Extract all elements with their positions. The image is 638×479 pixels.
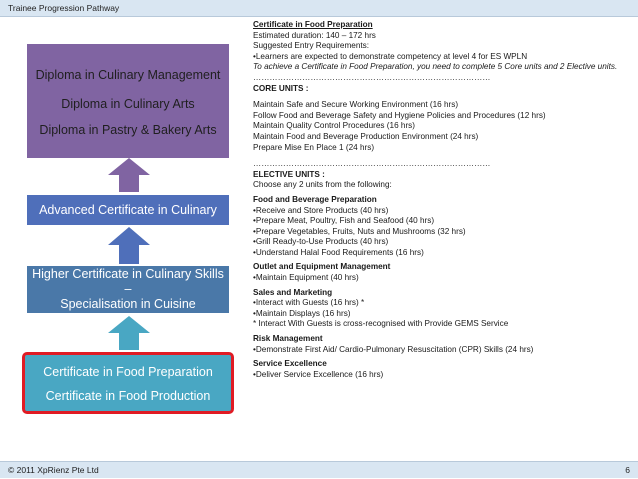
core-unit-item: Maintain Quality Control Procedures (16 hrs): [253, 121, 415, 131]
elective-intro: Choose any 2 units from the following:: [253, 180, 392, 190]
elective-item: •Prepare Vegetables, Fruits, Nuts and Mushrooms (32 hrs): [253, 226, 466, 236]
elective-item: •Receive and Store Products (40 hrs): [253, 205, 389, 215]
diploma-culinary-arts: Diploma in Culinary Arts: [61, 97, 195, 111]
advanced-certificate-label: Advanced Certificate in Culinary: [39, 203, 217, 217]
page-header-title: Trainee Progression Pathway: [8, 3, 120, 13]
elective-group-heading: Risk Management: [253, 334, 323, 344]
up-arrow-icon: [108, 227, 150, 264]
core-unit-item: Maintain Safe and Secure Working Environment (16 hrs): [253, 100, 459, 110]
entry-requirement-item: •Learners are expected to demonstrate competency at level 4 for ES WPLN: [253, 51, 528, 61]
footer-bar: [0, 461, 638, 478]
core-units-heading: CORE UNITS :: [253, 83, 309, 93]
diploma-pastry-bakery: Diploma in Pastry & Bakery Arts: [39, 123, 217, 137]
copyright-text: © 2011 XpRienz Pte Ltd: [8, 465, 99, 475]
separator-line: ……………………………………………………………………………: [253, 72, 491, 82]
elective-group-heading: Service Excellence: [253, 359, 327, 369]
core-unit-item: Prepare Mise En Place 1 (24 hrs): [253, 142, 375, 152]
diploma-culinary-management: Diploma in Culinary Management: [35, 68, 221, 82]
certificate-food-production: Certificate in Food Production: [45, 389, 211, 403]
elective-item: •Maintain Displays (16 hrs): [253, 308, 351, 318]
details-title: Certificate in Food Preparation: [253, 20, 373, 29]
certificate-box-highlighted: [22, 352, 234, 414]
elective-footnote: * Interact With Guests is cross-recognised with Provide GEMS Service: [253, 319, 509, 329]
up-arrow-icon: [108, 158, 150, 192]
elective-group-heading: Food and Beverage Preparation: [253, 194, 377, 204]
achievement-note: To achieve a Certificate in Food Preparation, you need to complete 5 Core units and 2 Elective units.: [253, 62, 618, 72]
advanced-certificate-box: [27, 195, 229, 225]
elective-units-heading: ELECTIVE UNITS :: [253, 169, 325, 179]
elective-group-heading: Outlet and Equipment Management: [253, 262, 391, 272]
elective-item: •Deliver Service Excellence (16 hrs): [253, 369, 384, 379]
higher-certificate-line2: Specialisation in Cuisine: [60, 297, 196, 311]
elective-item: •Prepare Meat, Poultry, Fish and Seafood (40 hrs): [253, 216, 435, 226]
diploma-box: [27, 44, 229, 158]
elective-item: •Maintain Equipment (40 hrs): [253, 273, 359, 283]
elective-item: •Interact with Guests (16 hrs) *: [253, 298, 365, 308]
elective-item: •Grill Ready-to-Use Products (40 hrs): [253, 237, 389, 247]
header-bar: [0, 0, 638, 17]
entry-requirements-label: Suggested Entry Requirements:: [253, 41, 370, 51]
elective-item: •Understand Halal Food Requirements (16 hrs): [253, 247, 424, 257]
elective-group-heading: Sales and Marketing: [253, 287, 333, 297]
up-arrow-icon: [108, 316, 150, 350]
course-details: [253, 20, 633, 380]
core-unit-item: Maintain Food and Beverage Production Environment (24 hrs): [253, 131, 479, 141]
elective-item: •Demonstrate First Aid/ Cardio-Pulmonary Resuscitation (CPR) Skills (24 hrs): [253, 344, 534, 354]
core-unit-item: Follow Food and Beverage Safety and Hygiene Policies and Procedures (12 hrs): [253, 110, 546, 120]
certificate-food-preparation: Certificate in Food Preparation: [43, 365, 213, 379]
separator-line: ……………………………………………………………………………: [253, 159, 491, 169]
higher-certificate-line1: Higher Certificate in Culinary Skills –: [32, 267, 224, 296]
details-duration: Estimated duration: 140 – 172 hrs: [253, 30, 376, 40]
higher-certificate-box: [27, 266, 229, 313]
page-number: 6: [625, 465, 630, 475]
